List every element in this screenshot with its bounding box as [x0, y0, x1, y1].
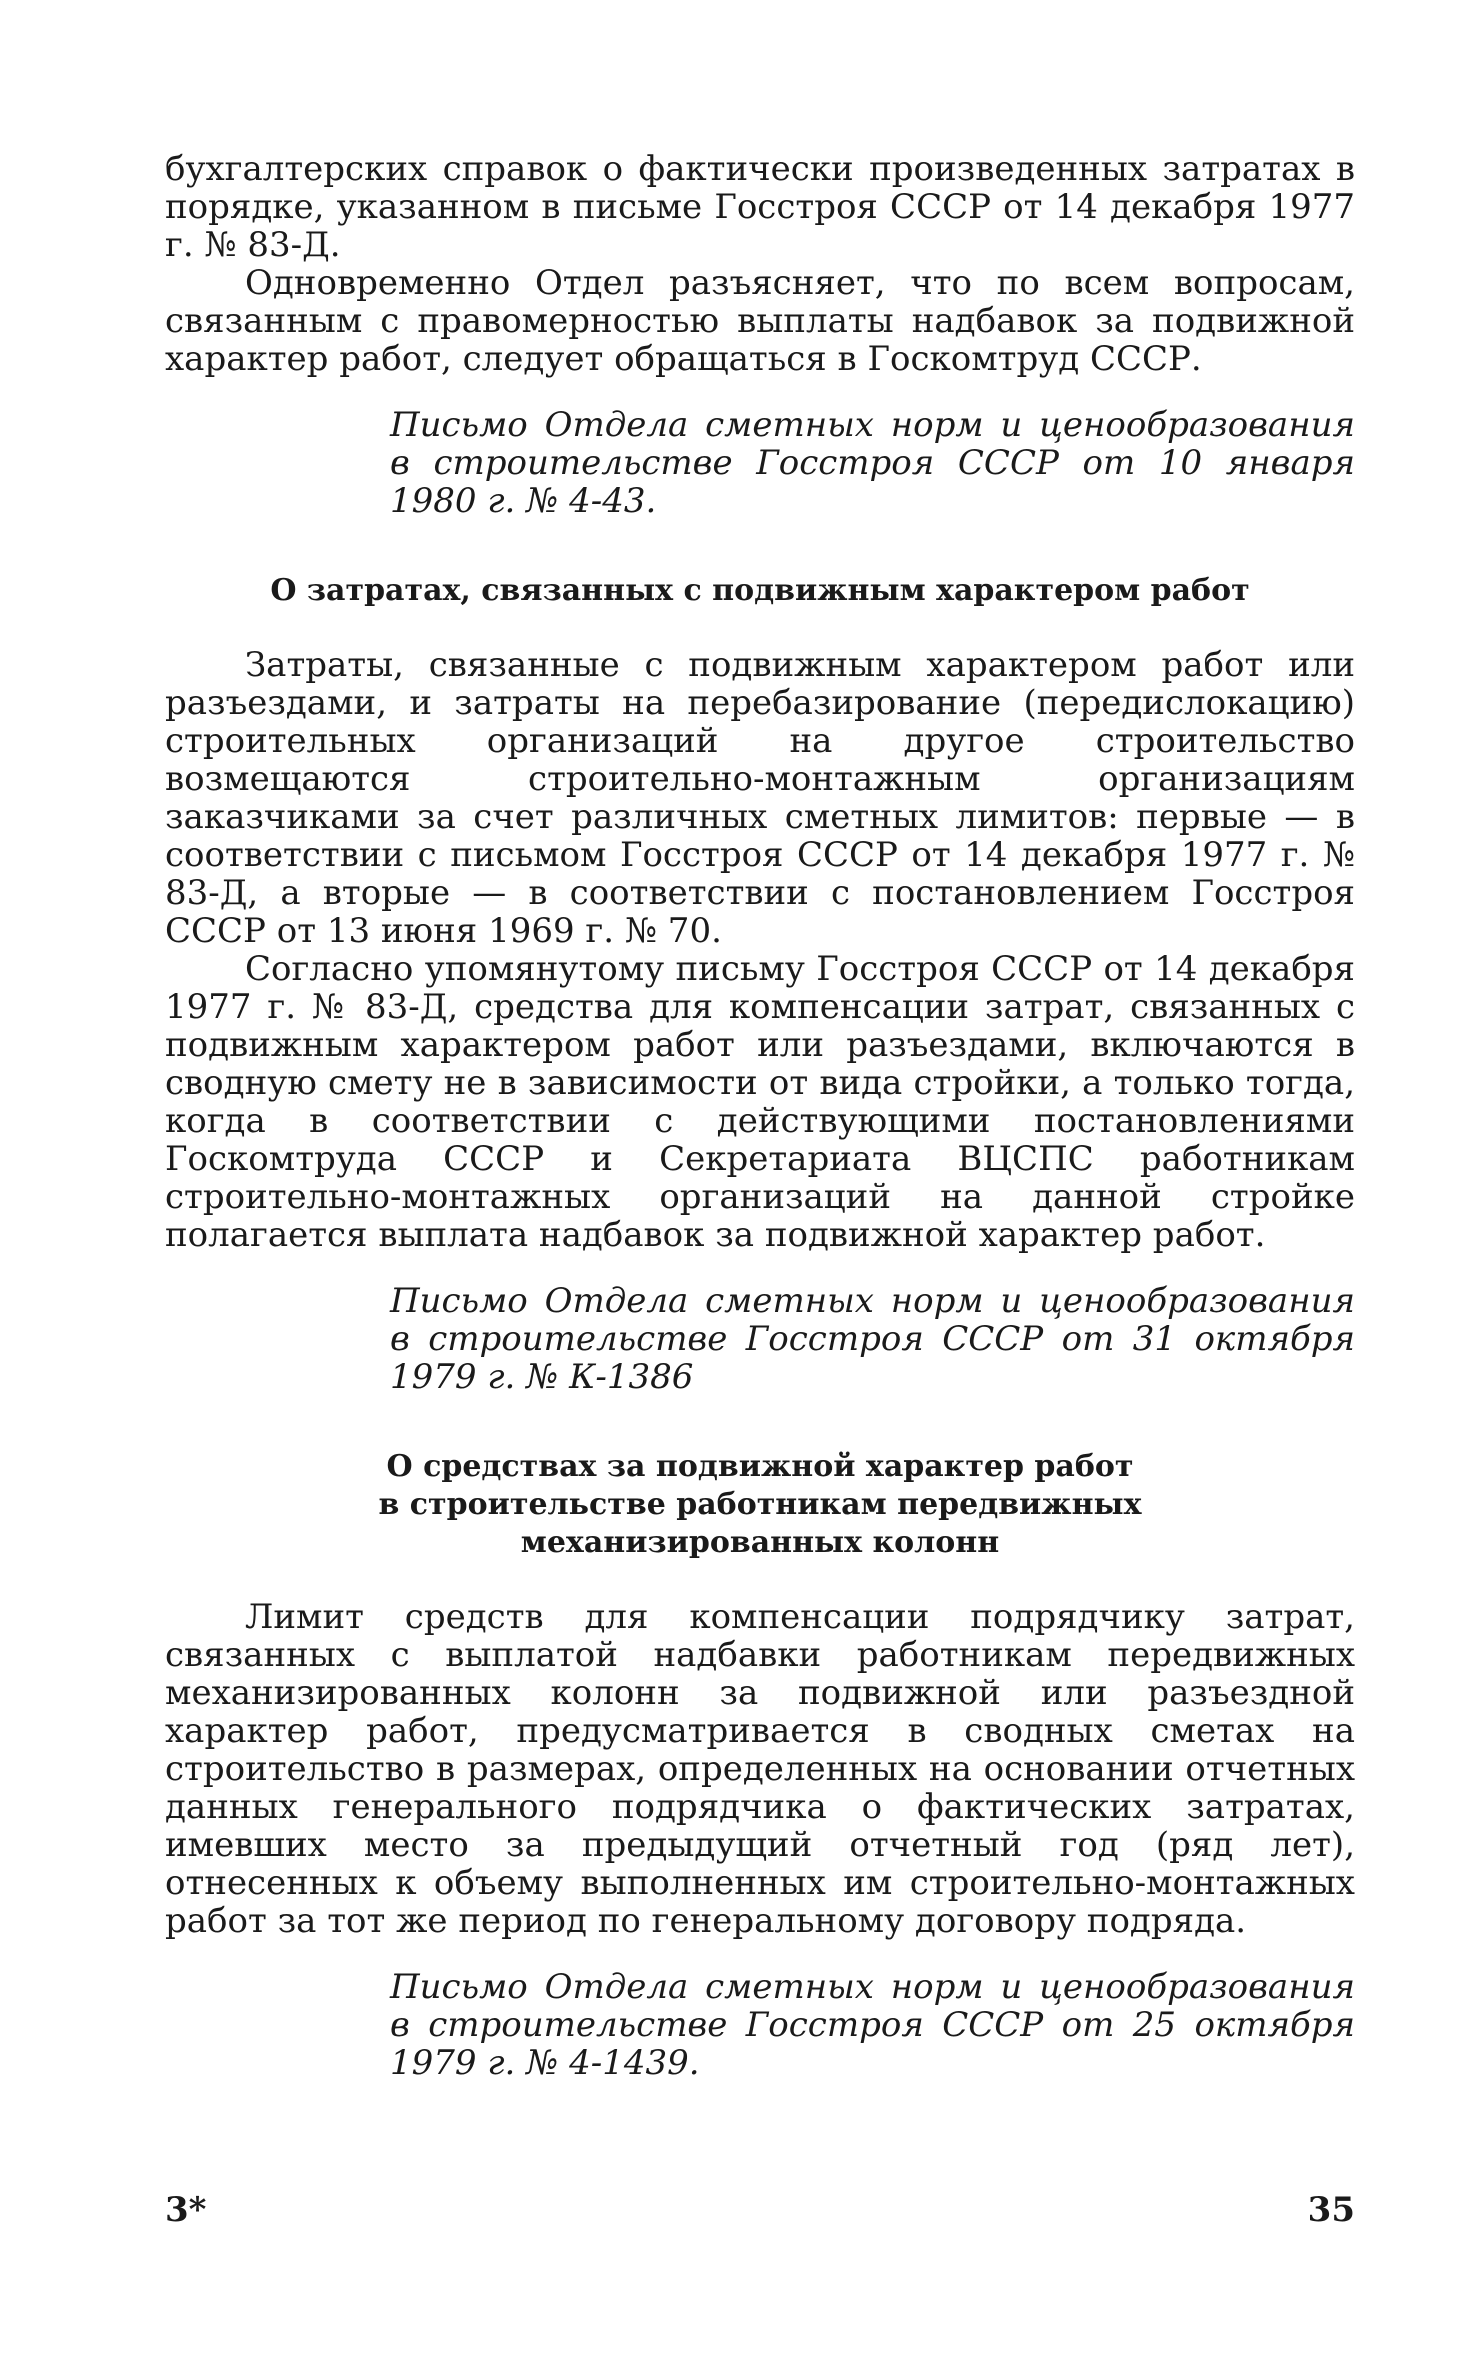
page-number: 35: [1307, 2190, 1355, 2230]
section-heading-1: О затратах, связанных с подвижным характером работ: [270, 573, 1250, 608]
letter-source-2: Письмо Отдела сметных норм и ценообразования в строительстве Госстроя СССР от 31 октября 1979 г. № К-1386: [390, 1281, 1355, 1397]
paragraph-costs: Затраты, связанные с подвижным характером работ или разъездами, и затраты на перебазирование (передислокацию) строительных организаций на другое строительство возмещаются строительно-монтажным организациям заказчиками за счет различных сметных лимитов: первые — в соответствии с письмом Госстроя СССР от 14 декабря 1977 г. № 83-Д, а вторые — в соответствии с постановлением Госстроя СССР от 13 июня 1969 г. № 70.: [165, 645, 1355, 951]
paragraph-limit: Лимит средств для компенсации подрядчику затрат, связанных с выплатой надбавки работникам передвижных механизированных колонн за подвижной или разъездной характер работ, предусматривается в сводных сметах на строительство в размерах, определенных на основании отчетных данных генерального подрядчика о фактических затратах, имевших место за предыдущий отчетный год (ряд лет), отнесенных к объему выполненных им строительно-монтажных работ за тот же период по генеральному договору подряда.: [165, 1597, 1355, 1941]
section-heading-2-line-3: механизированных колонн: [520, 1525, 1000, 1560]
letter-source-3: Письмо Отдела сметных норм и ценообразования в строительстве Госстроя СССР от 25 октября 1979 г. № 4-1439.: [390, 1967, 1355, 2083]
letter-source-1: Письмо Отдела сметных норм и ценообразования в строительстве Госстроя СССР от 10 января 1980 г. № 4-43.: [390, 405, 1355, 521]
section-heading-2-line-2: в строительстве работникам передвижных: [378, 1487, 1142, 1522]
paragraph-according: Согласно упомянутому письму Госстроя СССР от 14 декабря 1977 г. № 83-Д, средства для компенсации затрат, связанных с подвижным характером работ или разъездами, включаются в сводную смету не в зависимости от вида стройки, а только тогда, когда в соответствии с действующими постановлениями Госкомтруда СССР и Секретариата ВЦСПС работникам строительно-монтажных организаций на данной стройке полагается выплата надбавок за подвижной характер работ.: [165, 949, 1355, 1255]
paragraph-clarification: Одновременно Отдел разъясняет, что по всем вопросам, связанным с правомерностью выплаты надбавок за подвижной характер работ, следует обращаться в Госкомтруд СССР.: [165, 263, 1355, 379]
section-heading-2-line-1: О средствах за подвижной характер работ: [386, 1449, 1134, 1484]
page-body: [165, 150, 1355, 2082]
signature-mark: 3*: [165, 2190, 207, 2230]
paragraph-continuation: бухгалтерских справок о фактически произведенных затратах в порядке, указанном в письме Госстроя СССР от 14 декабря 1977 г. № 83-Д.: [165, 149, 1355, 265]
section-heading-2: [165, 1448, 1355, 1562]
